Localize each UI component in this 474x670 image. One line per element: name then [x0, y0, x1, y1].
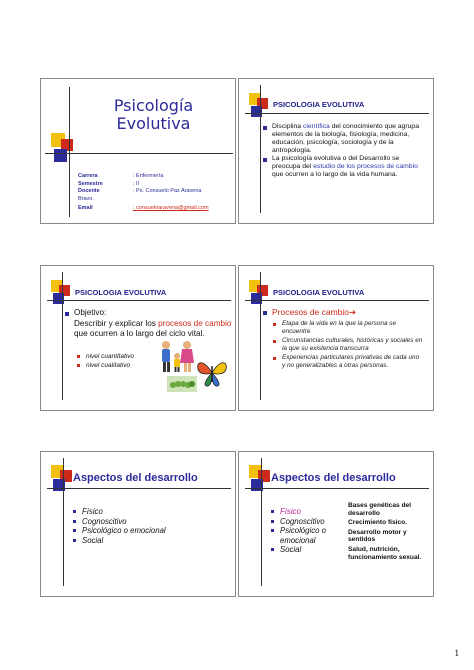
slide-5-title: Aspectos del desarrollo: [73, 472, 198, 484]
sub-bullet: Circunstancias culturales, históricas y sociales en la que su existencia transcurra: [273, 337, 423, 352]
arrow-right-icon: ➔: [349, 307, 357, 317]
bullet-item: Físico: [73, 507, 193, 517]
slide-3-bullets: [65, 308, 235, 318]
slide-6: [238, 451, 434, 597]
slide-3-sub-bullets: [77, 352, 157, 370]
slide-2: [238, 78, 434, 224]
bullet-item: Psicológico o emocional: [73, 526, 193, 536]
slide-3-title: PSICOLOGIA EVOLUTIVA: [75, 288, 167, 297]
slide-4-title: PSICOLOGIA EVOLUTIVA: [273, 288, 365, 297]
slide-1-title: Psicología Evolutiva: [113, 96, 194, 134]
slide-2-bullets: [263, 123, 429, 179]
bullet-item: Cognoscitivo: [271, 517, 343, 527]
slide-1-info: Carrera : Enfermería Semestre : II Docente : Ps. Consuelo Paz Aravena Bravo. Email : consueloaravena@gmail.com: [78, 173, 209, 211]
slide-4-main-bullet: [263, 307, 429, 317]
slide-3: [40, 265, 236, 411]
page-number: 1: [454, 648, 459, 658]
sub-bullet: Etapa de la vida en la que la persona se encuentre: [273, 320, 423, 335]
slide-6-right-column: Bases genéticas del desarrollo Crecimiento físico. Desarrollo motor y sentidos Salud, nutrición, funcionamiento sexual.: [348, 502, 422, 561]
butterfly-clipart: [194, 357, 230, 389]
bullet-item: Social: [271, 545, 343, 555]
sub-bullet: nivel cuantitativo: [77, 352, 157, 361]
sub-bullet: nivel cualitativo: [77, 361, 157, 370]
bullet-item: La psicología evolutiva o del Desarrollo se preocupa del estudio de los procesos de cambio que ocurren a lo largo de la vida humana.: [263, 155, 429, 179]
family-clipart: [157, 339, 197, 373]
slide-2-title: PSICOLOGIA EVOLUTIVA: [273, 100, 365, 109]
bullet-item: Disciplina científica del conocimiento que agrupa elementos de la biología, fisiología, medicina, educación, psicología, sociología y de la antropología.: [263, 123, 429, 155]
slide-6-bullets: [271, 507, 343, 555]
slide-1: [40, 78, 236, 224]
bullet-objetivo: Objetivo:: [65, 308, 235, 318]
sub-bullet: Experiencias particulares privativas de cada uno y no generalizables a otras personas.: [273, 354, 423, 369]
slide-5-bullets: [73, 507, 193, 545]
bullet-item: Psicológico o emocional: [271, 526, 343, 545]
bullet-item: Social: [73, 536, 193, 546]
bullet-item: Procesos de cambio➔: [263, 307, 429, 317]
slide-6-title: Aspectos del desarrollo: [271, 472, 396, 484]
bullet-item: Físico: [271, 507, 343, 517]
slide-5: [40, 451, 236, 597]
slide-4: [238, 265, 434, 411]
caterpillar-clipart: [167, 376, 197, 392]
bullet-item: Cognoscitivo: [73, 517, 193, 527]
slide-4-sub-bullets: [273, 320, 423, 370]
slide-3-description: Describir y explicar los procesos de cambio que ocurren a lo largo del ciclo vital.: [74, 319, 232, 338]
